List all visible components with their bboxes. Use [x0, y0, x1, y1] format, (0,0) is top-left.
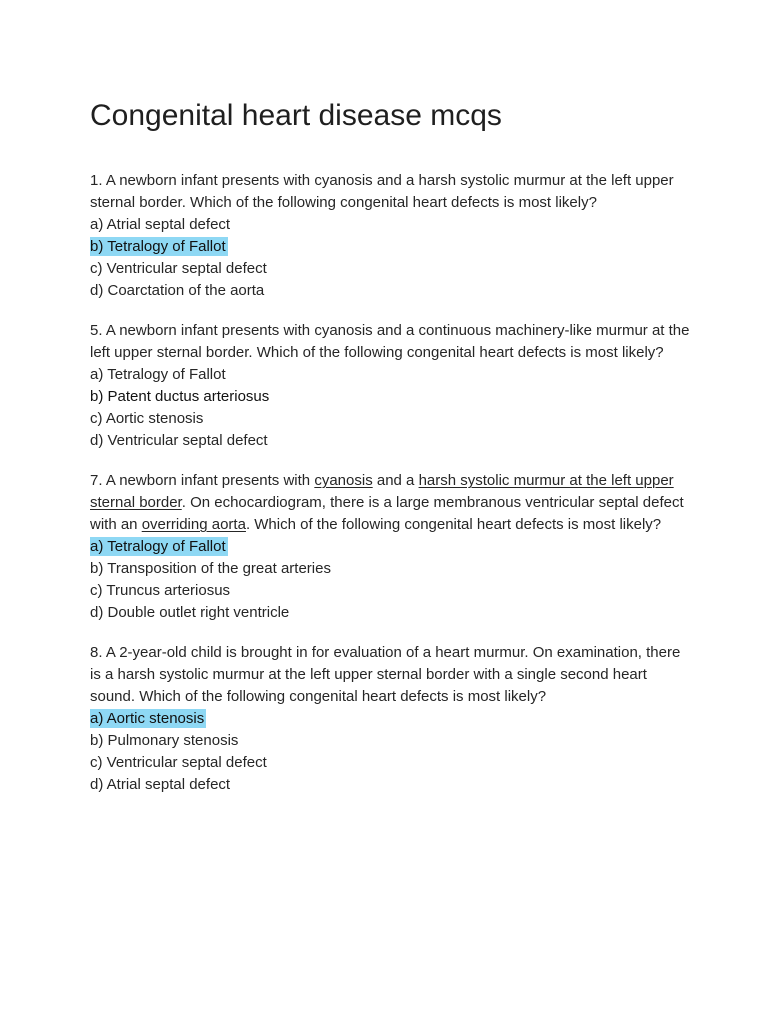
underlined-phrase: overriding aorta — [141, 516, 246, 533]
underlined-phrase: cyanosis — [314, 472, 373, 489]
option-a: a) Tetralogy of Fallot — [90, 366, 226, 383]
question-number: 7. — [90, 472, 103, 489]
option-c: c) Aortic stenosis — [90, 410, 204, 427]
option-b: b) Pulmonary stenosis — [90, 732, 239, 749]
question-number: 8. — [90, 644, 103, 661]
option-d: d) Ventricular septal defect — [90, 432, 268, 449]
question-text — [90, 170, 690, 214]
option-b-emphasized: b) Patent ductus arteriosus — [90, 388, 270, 405]
option-b: b) Transposition of the great arteries — [90, 560, 331, 577]
question-text — [90, 470, 690, 536]
question-number: 5. — [90, 322, 103, 339]
option-a-highlighted: a) Aortic stenosis — [90, 710, 205, 727]
question-body-part: . Which of the following congenital heart defects is most likely? — [245, 516, 662, 533]
option-b-highlighted: b) Tetralogy of Fallot — [90, 238, 226, 255]
option-c: c) Ventricular septal defect — [90, 754, 267, 771]
question-body: A newborn infant presents with cyanosis and a continuous machinery-like murmur at the left upper sternal border. Which of the following congenital heart defects is most likely? — [90, 322, 690, 361]
option-d: d) Atrial septal defect — [90, 776, 231, 793]
question-text — [90, 642, 690, 708]
page-title: Congenital heart disease mcqs — [90, 99, 502, 132]
question-5 — [90, 320, 690, 452]
question-1 — [90, 170, 690, 302]
question-body-part: and a — [372, 472, 419, 489]
option-a-highlighted: a) Tetralogy of Fallot — [90, 538, 226, 555]
question-number: 1. — [90, 172, 103, 189]
option-d: d) Double outlet right ventricle — [90, 604, 290, 621]
underlined-phrase: harsh systolic murmur at the left upper sternal border — [90, 472, 674, 511]
question-8 — [90, 642, 690, 796]
option-c: c) Truncus arteriosus — [90, 582, 231, 599]
question-body-part: A newborn infant presents with — [105, 472, 315, 489]
option-d: d) Coarctation of the aorta — [90, 282, 265, 299]
document-page — [90, 96, 690, 814]
question-body-part: . On echocardiogram, there is a large membranous ventricular septal defect with an — [90, 494, 684, 533]
question-text — [90, 320, 690, 364]
question-body: A newborn infant presents with cyanosis and a harsh systolic murmur at the left upper sternal border. Which of the following congenital heart defects is most likely? — [90, 172, 674, 211]
option-a: a) Atrial septal defect — [90, 216, 231, 233]
question-7 — [90, 470, 690, 624]
question-body: A 2-year-old child is brought in for evaluation of a heart murmur. On examination, there is a harsh systolic murmur at the left upper sternal border with a single second heart sound. Which of the following congenital heart defects is most likely? — [90, 644, 681, 705]
option-c: c) Ventricular septal defect — [90, 260, 267, 277]
